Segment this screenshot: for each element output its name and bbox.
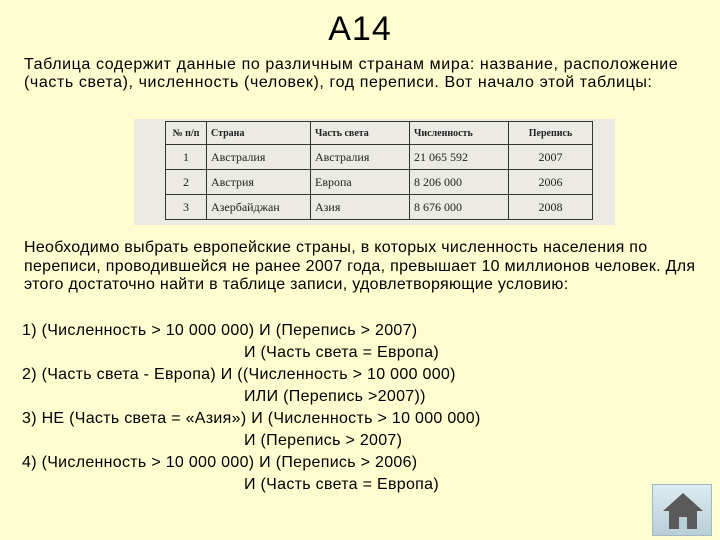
cell-continent: Европа <box>311 170 410 195</box>
table-header-row <box>166 122 593 145</box>
option-line: 2) (Часть света - Европа) И ((Численность > 10 000 000) <box>22 366 456 383</box>
cell-population: 21 065 592 <box>410 145 509 170</box>
header-number: № п/п <box>166 122 207 145</box>
cell-population: 8 206 000 <box>410 170 509 195</box>
cell-continent: Азия <box>311 195 410 220</box>
option-line: И (Перепись > 2007) <box>244 432 403 449</box>
home-icon <box>661 491 705 531</box>
slide-title: А14 <box>328 10 392 48</box>
cell-country: Австралия <box>207 145 311 170</box>
intro-text: Таблица содержит данные по различным странам мира: название, расположение (часть света), численность (человек), год переписи. Вот начало этой таблицы: <box>24 56 679 91</box>
answer-option-4 <box>22 452 702 496</box>
table-image <box>134 119 615 225</box>
cell-census: 2007 <box>509 145 593 170</box>
cell-census: 2006 <box>509 170 593 195</box>
option-line: 3) НЕ (Часть света = «Азия») И (Численность > 10 000 000) <box>22 410 481 427</box>
option-line: 1) (Численность > 10 000 000) И (Перепись > 2007) <box>22 322 418 339</box>
cell-number: 1 <box>166 145 207 170</box>
task-text <box>24 239 704 295</box>
answer-option-1 <box>22 320 702 364</box>
cell-number: 3 <box>166 195 207 220</box>
table-row <box>166 170 593 195</box>
cell-census: 2008 <box>509 195 593 220</box>
header-census: Перепись <box>509 122 593 145</box>
table-row <box>166 195 593 220</box>
header-country: Страна <box>207 122 311 145</box>
option-line: И (Часть света = Европа) <box>244 344 439 361</box>
cell-country: Австрия <box>207 170 311 195</box>
cell-population: 8 676 000 <box>410 195 509 220</box>
answer-options <box>22 320 702 496</box>
cell-continent: Австралия <box>311 145 410 170</box>
option-line: И (Часть света = Европа) <box>244 476 439 493</box>
home-button[interactable] <box>652 484 712 536</box>
option-line: 4) (Численность > 10 000 000) И (Перепись > 2006) <box>22 454 418 471</box>
data-table <box>165 121 593 220</box>
task-paragraph: Необходимо выбрать европейские страны, в которых численность населения по переписи, проводившейся не ранее 2007 года, превышает 10 миллионов человек. Для этого достаточно найти в таблице записи, удовлетворяющие условию: <box>24 239 696 293</box>
table-row <box>166 145 593 170</box>
option-line: ИЛИ (Перепись >2007)) <box>244 388 426 405</box>
cell-country: Азербайджан <box>207 195 311 220</box>
answer-option-3 <box>22 408 702 452</box>
header-population: Численность <box>410 122 509 145</box>
cell-number: 2 <box>166 170 207 195</box>
answer-option-2 <box>22 364 702 408</box>
header-continent: Часть света <box>311 122 410 145</box>
